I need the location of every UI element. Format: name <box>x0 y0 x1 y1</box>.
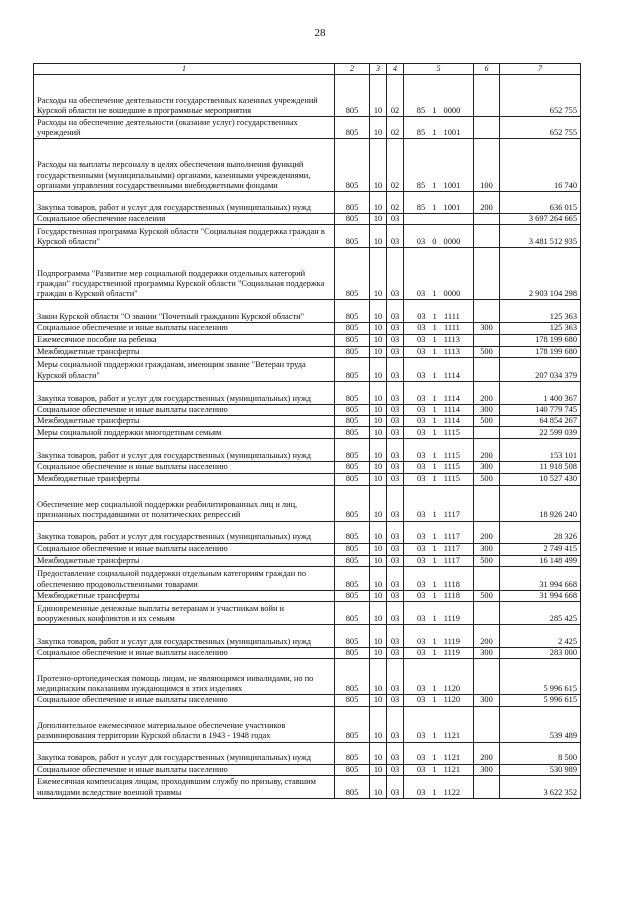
row-subsection-code: 03 <box>387 648 404 659</box>
row-name: Расходы на выплаты персоналу в целях обеспечения выполнения функций государственными (муниципальными) органами, казенными учреждениями, органами управления государственными внебюджетными фондами <box>34 139 335 192</box>
row-section-code: 10 <box>370 117 387 139</box>
row-subsection-code: 03 <box>387 485 404 521</box>
row-amount: 2 749 415 <box>500 543 581 555</box>
row-section-code: 10 <box>370 416 387 427</box>
row-expense-type: 100 <box>474 139 500 192</box>
row-section-code: 10 <box>370 764 387 775</box>
table-row <box>34 659 581 695</box>
row-subsection-code: 03 <box>387 695 404 706</box>
row-subsection-code: 03 <box>387 473 404 485</box>
table-row <box>34 521 581 543</box>
row-ministry-code: 805 <box>335 473 370 485</box>
row-expense-type <box>474 357 500 381</box>
row-target-article: 03 1 1117 <box>404 485 474 521</box>
row-subsection-code: 03 <box>387 742 404 764</box>
table-row <box>34 334 581 346</box>
row-amount: 31 994 668 <box>500 590 581 601</box>
table-row <box>34 602 581 625</box>
table-row <box>34 473 581 485</box>
row-amount: 22 599 039 <box>500 427 581 439</box>
row-target-article: 85 1 1001 <box>404 139 474 192</box>
table-row <box>34 139 581 192</box>
row-target-article: 03 1 1118 <box>404 590 474 601</box>
row-ministry-code: 805 <box>335 566 370 590</box>
row-ministry-code: 805 <box>335 590 370 601</box>
row-ministry-code: 805 <box>335 427 370 439</box>
row-amount: 153 101 <box>500 439 581 462</box>
row-amount: 28 326 <box>500 521 581 543</box>
row-name: Закупка товаров, работ и услуг для государственных (муниципальных) нужд <box>34 439 335 462</box>
row-ministry-code: 805 <box>335 462 370 473</box>
row-expense-type <box>474 334 500 346</box>
row-name: Межбюджетные трансферты <box>34 473 335 485</box>
row-target-article: 03 1 1121 <box>404 742 474 764</box>
row-section-code: 10 <box>370 473 387 485</box>
row-expense-type: 300 <box>474 695 500 706</box>
row-amount: 636 015 <box>500 192 581 214</box>
row-target-article: 85 1 1001 <box>404 117 474 139</box>
table-row <box>34 192 581 214</box>
row-name: Социальное обеспечение и иные выплаты населению <box>34 404 335 415</box>
row-name: Закупка товаров, работ и услуг для государственных (муниципальных) нужд <box>34 381 335 404</box>
row-section-code: 10 <box>370 625 387 648</box>
row-section-code: 10 <box>370 427 387 439</box>
row-amount: 3 622 352 <box>500 775 581 798</box>
table-row <box>34 404 581 415</box>
table-row <box>34 439 581 462</box>
row-amount: 5 996 615 <box>500 659 581 695</box>
row-subsection-code: 03 <box>387 323 404 334</box>
row-ministry-code: 805 <box>335 75 370 117</box>
row-ministry-code: 805 <box>335 648 370 659</box>
row-target-article: 03 1 1115 <box>404 462 474 473</box>
row-section-code: 10 <box>370 75 387 117</box>
row-subsection-code: 03 <box>387 300 404 323</box>
row-amount: 16 148 499 <box>500 555 581 566</box>
row-subsection-code: 03 <box>387 602 404 625</box>
row-subsection-code: 03 <box>387 566 404 590</box>
row-expense-type <box>474 485 500 521</box>
row-ministry-code: 805 <box>335 357 370 381</box>
row-expense-type: 500 <box>474 555 500 566</box>
row-name: Социальное обеспечение и иные выплаты населению <box>34 462 335 473</box>
row-target-article: 03 1 1114 <box>404 404 474 415</box>
row-section-code: 10 <box>370 521 387 543</box>
row-section-code: 10 <box>370 214 387 225</box>
row-subsection-code: 02 <box>387 192 404 214</box>
row-name: Закупка товаров, работ и услуг для государственных (муниципальных) нужд <box>34 521 335 543</box>
table-row <box>34 75 581 117</box>
row-amount: 178 199 680 <box>500 346 581 357</box>
row-expense-type <box>474 75 500 117</box>
row-expense-type: 200 <box>474 439 500 462</box>
row-ministry-code: 805 <box>335 404 370 415</box>
row-expense-type: 300 <box>474 764 500 775</box>
row-target-article: 03 1 0000 <box>404 248 474 300</box>
row-subsection-code: 03 <box>387 543 404 555</box>
row-expense-type: 500 <box>474 346 500 357</box>
table-row <box>34 695 581 706</box>
row-name: Социальное обеспечение и иные выплаты населению <box>34 543 335 555</box>
row-name: Протезно-ортопедическая помощь лицам, не являющимся инвалидами, но по медицинским показаниям нуждающимся в этих изделиях <box>34 659 335 695</box>
row-amount: 31 994 668 <box>500 566 581 590</box>
table-row <box>34 427 581 439</box>
row-subsection-code: 03 <box>387 706 404 742</box>
row-subsection-code: 03 <box>387 659 404 695</box>
row-name: Закон Курской области "О звании "Почетный гражданин Курской области" <box>34 300 335 323</box>
row-subsection-code: 03 <box>387 346 404 357</box>
row-amount: 2 903 104 298 <box>500 248 581 300</box>
budget-table <box>33 63 581 799</box>
row-amount: 16 740 <box>500 139 581 192</box>
row-target-article: 03 1 1121 <box>404 706 474 742</box>
row-ministry-code: 805 <box>335 695 370 706</box>
row-name: Ежемесячная компенсация лицам, проходившим службу по призыву, ставшим инвалидами вследствие военной травмы <box>34 775 335 798</box>
row-target-article: 03 1 1119 <box>404 602 474 625</box>
table-header-row <box>34 64 581 75</box>
row-target-article: 03 1 1115 <box>404 439 474 462</box>
page-number: 28 <box>314 27 326 39</box>
row-name: Социальное обеспечение и иные выплаты населению <box>34 695 335 706</box>
header-col-6: 6 <box>474 64 500 75</box>
row-target-article: 03 1 1113 <box>404 346 474 357</box>
row-section-code: 10 <box>370 695 387 706</box>
table-row <box>34 225 581 248</box>
row-subsection-code: 03 <box>387 225 404 248</box>
row-name: Меры социальной поддержки гражданам, имеющим звание "Ветеран труда Курской области" <box>34 357 335 381</box>
row-subsection-code: 03 <box>387 764 404 775</box>
row-name: Единовременные денежные выплаты ветеранам и участникам войн и вооруженных конфликтов и их семьям <box>34 602 335 625</box>
row-expense-type <box>474 300 500 323</box>
row-name: Меры социальной поддержки многодетным семьям <box>34 427 335 439</box>
row-section-code: 10 <box>370 602 387 625</box>
row-section-code: 10 <box>370 566 387 590</box>
row-name: Обеспечение мер социальной поддержки реабилитированных лиц и лиц, признанных пострадавшими от политических репрессий <box>34 485 335 521</box>
row-subsection-code: 02 <box>387 75 404 117</box>
row-ministry-code: 805 <box>335 742 370 764</box>
table-row <box>34 764 581 775</box>
row-section-code: 10 <box>370 742 387 764</box>
row-subsection-code: 02 <box>387 117 404 139</box>
row-section-code: 10 <box>370 334 387 346</box>
row-expense-type <box>474 659 500 695</box>
row-expense-type: 300 <box>474 462 500 473</box>
row-target-article: 03 1 1117 <box>404 521 474 543</box>
row-subsection-code: 03 <box>387 357 404 381</box>
table-row <box>34 566 581 590</box>
row-amount: 178 199 680 <box>500 334 581 346</box>
row-section-code: 10 <box>370 248 387 300</box>
row-subsection-code: 03 <box>387 439 404 462</box>
row-subsection-code: 03 <box>387 775 404 798</box>
row-target-article: 03 1 1117 <box>404 555 474 566</box>
row-expense-type: 200 <box>474 381 500 404</box>
row-expense-type: 500 <box>474 590 500 601</box>
row-name: Государственная программа Курской области "Социальная поддержка граждан в Курской области" <box>34 225 335 248</box>
row-amount: 11 918 508 <box>500 462 581 473</box>
row-target-article: 03 1 1111 <box>404 323 474 334</box>
row-ministry-code: 805 <box>335 485 370 521</box>
row-amount: 285 425 <box>500 602 581 625</box>
row-ministry-code: 805 <box>335 300 370 323</box>
table-row <box>34 381 581 404</box>
row-expense-type <box>474 214 500 225</box>
row-name: Межбюджетные трансферты <box>34 590 335 601</box>
row-name: Закупка товаров, работ и услуг для государственных (муниципальных) нужд <box>34 192 335 214</box>
row-amount: 283 000 <box>500 648 581 659</box>
row-amount: 652 755 <box>500 75 581 117</box>
row-section-code: 10 <box>370 439 387 462</box>
row-section-code: 10 <box>370 555 387 566</box>
row-expense-type <box>474 117 500 139</box>
header-col-3: 3 <box>370 64 387 75</box>
row-name: Расходы на обеспечение деятельности (оказание услуг) государственных учреждений <box>34 117 335 139</box>
row-expense-type: 500 <box>474 416 500 427</box>
table-row <box>34 775 581 798</box>
row-subsection-code: 03 <box>387 416 404 427</box>
row-target-article: 85 1 0000 <box>404 75 474 117</box>
row-target-article: 03 1 1111 <box>404 300 474 323</box>
table-row <box>34 485 581 521</box>
row-target-article: 03 1 1119 <box>404 625 474 648</box>
row-section-code: 10 <box>370 485 387 521</box>
table-row <box>34 742 581 764</box>
row-ministry-code: 805 <box>335 192 370 214</box>
row-expense-type <box>474 775 500 798</box>
row-target-article: 03 1 1122 <box>404 775 474 798</box>
row-subsection-code: 03 <box>387 404 404 415</box>
row-ministry-code: 805 <box>335 706 370 742</box>
row-target-article: 03 1 1114 <box>404 357 474 381</box>
row-name: Социальное обеспечение населения <box>34 214 335 225</box>
row-name: Межбюджетные трансферты <box>34 555 335 566</box>
row-section-code: 10 <box>370 404 387 415</box>
row-section-code: 10 <box>370 775 387 798</box>
row-expense-type: 300 <box>474 323 500 334</box>
row-expense-type: 200 <box>474 625 500 648</box>
row-subsection-code: 03 <box>387 590 404 601</box>
table-row <box>34 300 581 323</box>
row-section-code: 10 <box>370 225 387 248</box>
row-expense-type: 200 <box>474 192 500 214</box>
row-subsection-code: 03 <box>387 521 404 543</box>
row-target-article: 03 1 1118 <box>404 566 474 590</box>
row-ministry-code: 805 <box>335 764 370 775</box>
table-row <box>34 648 581 659</box>
header-col-7: 7 <box>500 64 581 75</box>
row-target-article <box>404 214 474 225</box>
row-section-code: 10 <box>370 590 387 601</box>
row-section-code: 10 <box>370 706 387 742</box>
row-subsection-code: 03 <box>387 248 404 300</box>
row-amount: 125 363 <box>500 323 581 334</box>
table-row <box>34 117 581 139</box>
row-amount: 3 481 512 935 <box>500 225 581 248</box>
row-section-code: 10 <box>370 543 387 555</box>
row-section-code: 10 <box>370 462 387 473</box>
row-expense-type: 200 <box>474 742 500 764</box>
row-target-article: 03 1 1114 <box>404 381 474 404</box>
row-ministry-code: 805 <box>335 775 370 798</box>
row-amount: 18 926 240 <box>500 485 581 521</box>
header-col-4: 4 <box>387 64 404 75</box>
row-name: Межбюджетные трансферты <box>34 416 335 427</box>
row-ministry-code: 805 <box>335 439 370 462</box>
row-target-article: 03 1 1120 <box>404 659 474 695</box>
row-subsection-code: 03 <box>387 214 404 225</box>
row-target-article: 03 1 1115 <box>404 473 474 485</box>
row-subsection-code: 03 <box>387 555 404 566</box>
row-ministry-code: 805 <box>335 381 370 404</box>
row-ministry-code: 805 <box>335 248 370 300</box>
table-row <box>34 462 581 473</box>
row-subsection-code: 03 <box>387 625 404 648</box>
row-amount: 140 779 745 <box>500 404 581 415</box>
row-expense-type <box>474 248 500 300</box>
row-section-code: 10 <box>370 300 387 323</box>
row-expense-type <box>474 427 500 439</box>
table-row <box>34 590 581 601</box>
row-ministry-code: 805 <box>335 602 370 625</box>
header-col-5: 5 <box>404 64 474 75</box>
row-expense-type <box>474 566 500 590</box>
row-expense-type: 300 <box>474 648 500 659</box>
row-ministry-code: 805 <box>335 117 370 139</box>
row-ministry-code: 805 <box>335 346 370 357</box>
row-ministry-code: 805 <box>335 555 370 566</box>
row-expense-type: 300 <box>474 404 500 415</box>
table-row <box>34 416 581 427</box>
row-expense-type <box>474 225 500 248</box>
row-name: Ежемесячное пособие на ребенка <box>34 334 335 346</box>
row-expense-type: 500 <box>474 473 500 485</box>
row-section-code: 10 <box>370 323 387 334</box>
row-target-article: 03 1 1113 <box>404 334 474 346</box>
row-ministry-code: 805 <box>335 416 370 427</box>
row-expense-type: 200 <box>474 521 500 543</box>
row-amount: 3 697 264 665 <box>500 214 581 225</box>
row-section-code: 10 <box>370 192 387 214</box>
row-name: Подпрограмма "Развитие мер социальной поддержки отдельных категорий граждан" государственной программы Курской области "Социальная поддержка граждан в Курской области" <box>34 248 335 300</box>
row-amount: 8 500 <box>500 742 581 764</box>
header-col-2: 2 <box>335 64 370 75</box>
table-row <box>34 214 581 225</box>
row-name: Социальное обеспечение и иные выплаты населению <box>34 764 335 775</box>
row-expense-type: 300 <box>474 543 500 555</box>
row-name: Закупка товаров, работ и услуг для государственных (муниципальных) нужд <box>34 742 335 764</box>
row-ministry-code: 805 <box>335 543 370 555</box>
row-section-code: 10 <box>370 346 387 357</box>
table-row <box>34 357 581 381</box>
row-expense-type <box>474 706 500 742</box>
row-name: Социальное обеспечение и иные выплаты населению <box>34 323 335 334</box>
row-ministry-code: 805 <box>335 225 370 248</box>
header-col-1: 1 <box>34 64 335 75</box>
row-amount: 1 400 367 <box>500 381 581 404</box>
row-section-code: 10 <box>370 648 387 659</box>
row-ministry-code: 805 <box>335 139 370 192</box>
row-amount: 530 989 <box>500 764 581 775</box>
table-row <box>34 555 581 566</box>
row-amount: 64 854 267 <box>500 416 581 427</box>
row-section-code: 10 <box>370 139 387 192</box>
table-row <box>34 706 581 742</box>
table-row <box>34 625 581 648</box>
row-ministry-code: 805 <box>335 625 370 648</box>
row-expense-type <box>474 602 500 625</box>
row-ministry-code: 805 <box>335 659 370 695</box>
row-amount: 207 034 379 <box>500 357 581 381</box>
row-name: Закупка товаров, работ и услуг для государственных (муниципальных) нужд <box>34 625 335 648</box>
row-amount: 10 527 430 <box>500 473 581 485</box>
row-subsection-code: 02 <box>387 139 404 192</box>
row-amount: 2 425 <box>500 625 581 648</box>
row-name: Межбюджетные трансферты <box>34 346 335 357</box>
row-target-article: 03 1 1119 <box>404 648 474 659</box>
row-amount: 5 996 615 <box>500 695 581 706</box>
row-amount: 125 363 <box>500 300 581 323</box>
row-ministry-code: 805 <box>335 334 370 346</box>
row-target-article: 03 1 1121 <box>404 764 474 775</box>
row-section-code: 10 <box>370 381 387 404</box>
row-target-article: 03 0 0000 <box>404 225 474 248</box>
row-target-article: 85 1 1001 <box>404 192 474 214</box>
table-row <box>34 346 581 357</box>
row-name: Дополнительное ежемесячное материальное обеспечение участников разминирования территории Курской области в 1943 - 1948 годах <box>34 706 335 742</box>
row-name: Социальное обеспечение и иные выплаты населению <box>34 648 335 659</box>
row-section-code: 10 <box>370 357 387 381</box>
row-target-article: 03 1 1120 <box>404 695 474 706</box>
row-name: Предоставление социальной поддержки отдельным категориям граждан по обеспечению продовольственными товарами <box>34 566 335 590</box>
row-ministry-code: 805 <box>335 214 370 225</box>
row-subsection-code: 03 <box>387 381 404 404</box>
row-target-article: 03 1 1114 <box>404 416 474 427</box>
row-subsection-code: 03 <box>387 334 404 346</box>
row-name: Расходы на обеспечение деятельности государственных казенных учреждений Курской области не вошедшие в программные мероприятия <box>34 75 335 117</box>
row-amount: 652 755 <box>500 117 581 139</box>
row-ministry-code: 805 <box>335 323 370 334</box>
row-amount: 539 489 <box>500 706 581 742</box>
row-ministry-code: 805 <box>335 521 370 543</box>
table-row <box>34 323 581 334</box>
table-row <box>34 248 581 300</box>
row-subsection-code: 03 <box>387 462 404 473</box>
table-row <box>34 543 581 555</box>
row-target-article: 03 1 1115 <box>404 427 474 439</box>
row-target-article: 03 1 1117 <box>404 543 474 555</box>
row-section-code: 10 <box>370 659 387 695</box>
row-subsection-code: 03 <box>387 427 404 439</box>
